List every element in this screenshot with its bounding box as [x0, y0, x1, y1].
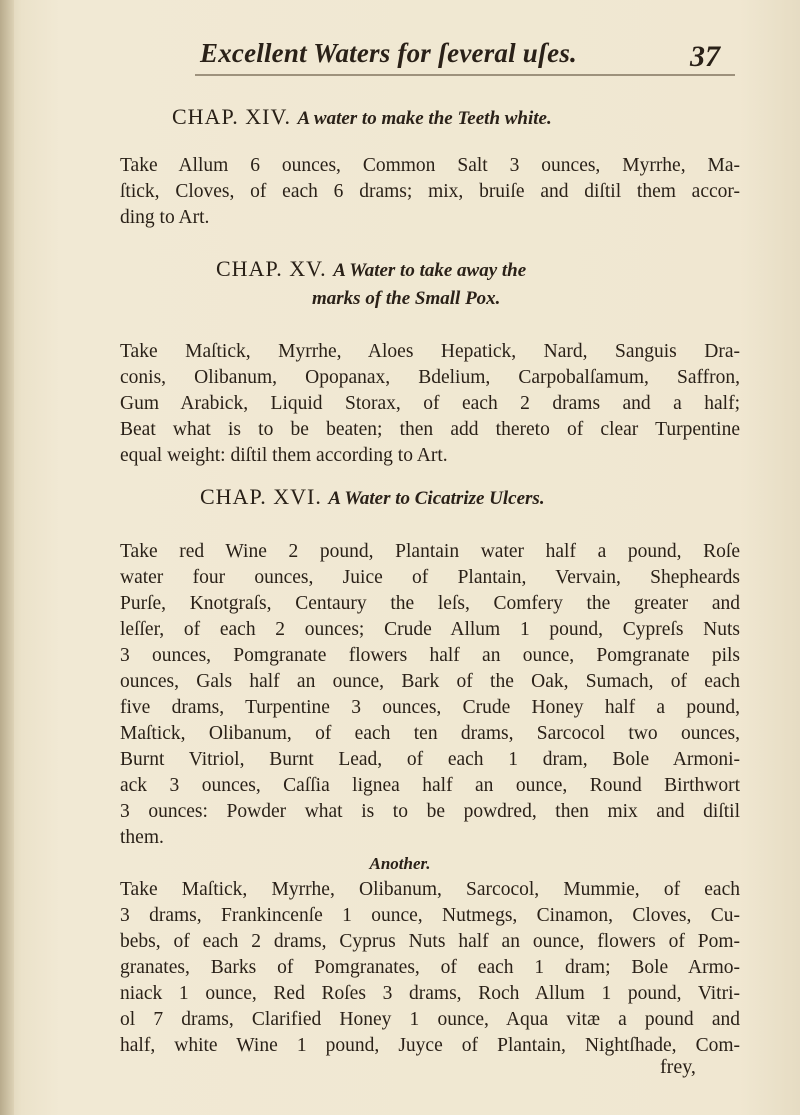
text-line: water four ounces, Juice of Plantain, Vervain, Shepheards — [120, 567, 740, 588]
text-line: Take Maſtick, Myrrhe, Olibanum, Sarcocol, Mummie, of each — [120, 879, 740, 900]
catchword: frey, — [660, 1056, 696, 1078]
page-number: 37 — [690, 40, 720, 73]
chapter-label: CHAP. XV. — [216, 256, 327, 281]
chapter-xiv-heading — [172, 104, 552, 130]
chapter-title: A water to make the Teeth white. — [297, 108, 552, 129]
text-line: Take Allum 6 ounces, Common Salt 3 ounces, Myrrhe, Ma- — [120, 155, 740, 176]
text-line: ol 7 drams, Clarified Honey 1 ounce, Aqua vitæ a pound and — [120, 1009, 740, 1030]
text-line: them. — [120, 827, 164, 848]
text-line: ding to Art. — [120, 207, 210, 228]
text-line: Gum Arabick, Liquid Storax, of each 2 drams and a half; — [120, 393, 740, 414]
text-line: half, white Wine 1 pound, Juyce of Plantain, Nightſhade, Com- — [120, 1035, 740, 1056]
header-rule — [195, 74, 735, 76]
text-line: bebs, of each 2 drams, Cyprus Nuts half an ounce, flowers of Pom- — [120, 931, 740, 952]
text-line: Purſe, Knotgraſs, Centaury the leſs, Comfery the greater and — [120, 593, 740, 614]
text-line: niack 1 ounce, Red Roſes 3 drams, Roch Allum 1 pound, Vitri- — [120, 983, 740, 1004]
text-line: Burnt Vitriol, Burnt Lead, of each 1 dram, Bole Armoni- — [120, 749, 740, 770]
chapter-label: CHAP. XVI. — [200, 484, 322, 509]
text-line: leſſer, of each 2 ounces; Crude Allum 1 pound, Cypreſs Nuts — [120, 619, 740, 640]
another-heading: Another. — [369, 854, 431, 873]
text-line: Take Maſtick, Myrrhe, Aloes Hepatick, Nard, Sanguis Dra- — [120, 341, 740, 362]
chapter-label: CHAP. XIV. — [172, 104, 292, 129]
text-line: 3 drams, Frankincenſe 1 ounce, Nutmegs, Cinamon, Cloves, Cu- — [120, 905, 740, 926]
chapter-title: A Water to take away the — [333, 260, 527, 281]
text-line: Beat what is to be beaten; then add thereto of clear Turpentine — [120, 419, 740, 440]
chapter-xv-title-cont — [312, 284, 500, 310]
chapter-title: A Water to Cicatrize Ulcers. — [328, 488, 545, 509]
chapter-title: marks of the Small Pox. — [312, 288, 501, 309]
text-line: five drams, Turpentine 3 ounces, Crude Honey half a pound, — [120, 697, 740, 718]
chapter-xv-heading — [216, 256, 526, 282]
text-line: granates, Barks of Pomgranates, of each 1 dram; Bole Armo- — [120, 957, 740, 978]
text-line: 3 ounces, Pomgranate flowers half an ounce, Pomgranate pils — [120, 645, 740, 666]
running-header: Excellent Waters for ſeveral uſes. — [200, 38, 577, 68]
text-line: ſtick, Cloves, of each 6 drams; mix, bruiſe and diſtil them accor- — [120, 181, 740, 202]
chapter-xvi-heading — [200, 484, 545, 510]
text-line: ounces, Gals half an ounce, Bark of the Oak, Sumach, of each — [120, 671, 740, 692]
text-line: 3 ounces: Powder what is to be powdred, then mix and diſtil — [120, 801, 740, 822]
text-line: Take red Wine 2 pound, Plantain water half a pound, Roſe — [120, 541, 740, 562]
text-line: Maſtick, Olibanum, of each ten drams, Sarcocol two ounces, — [120, 723, 740, 744]
text-line: ack 3 ounces, Caſſia lignea half an ounce, Round Birthwort — [120, 775, 740, 796]
text-line: conis, Olibanum, Opopanax, Bdelium, Carpobalſamum, Saffron, — [120, 367, 740, 388]
page-gutter — [0, 0, 14, 1115]
text-line: equal weight: diſtil them according to Art. — [120, 445, 448, 466]
